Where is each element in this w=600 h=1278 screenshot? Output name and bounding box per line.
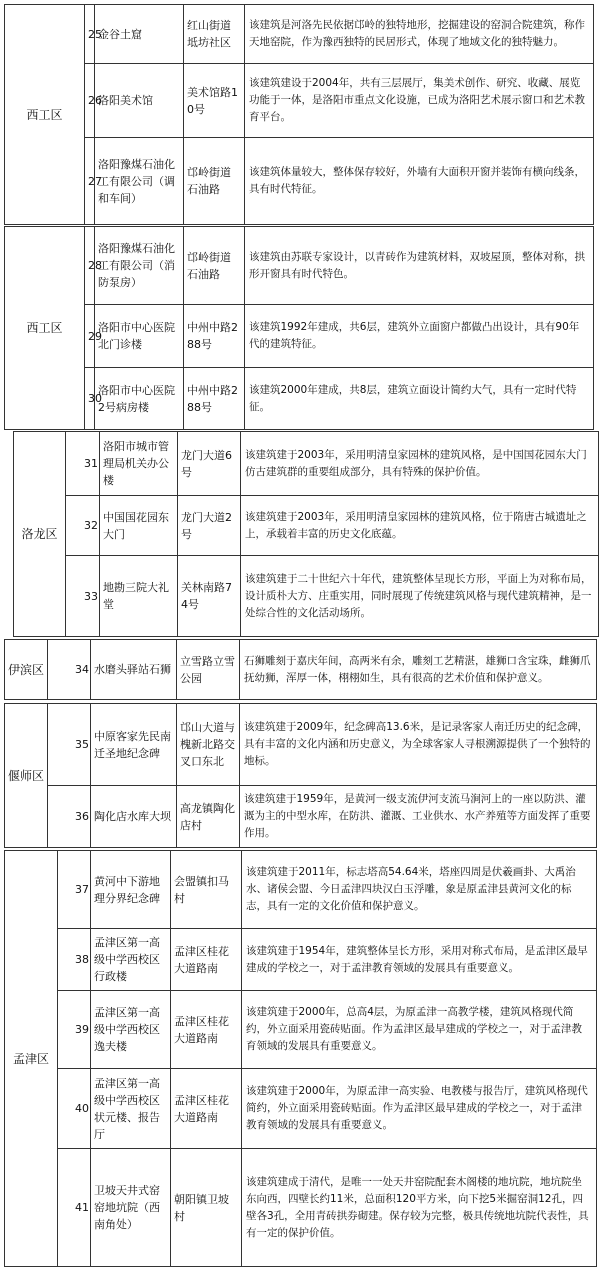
building-name: 洛阳美术馆 [95,64,184,138]
table-row [5,64,594,138]
table-segment-mengjin [4,850,597,1267]
row-number: 32 [66,496,100,556]
district-cell: 西工区 [5,5,85,225]
building-description: 该建筑建于2003年，采用明清皇家园林的建筑风格，是中国国花园东大门仿古建筑群的重要组成部分，具有特殊的保护价值。 [241,432,599,496]
table-row [14,432,599,496]
table-row [5,227,594,305]
building-name: 金谷土窟 [95,5,184,64]
row-number: 28 [85,227,95,305]
table-row [5,851,597,929]
building-address: 红山街道坻坊社区 [184,5,245,64]
table-row [5,305,594,368]
building-name: 陶化店水库大坝 [91,786,177,848]
building-description: 该建筑体量较大，整体保存较好，外墙有大面积开窗并装饰有横向线条，具有时代特征。 [245,138,594,225]
building-description: 该建筑由苏联专家设计，以青砖作为建筑材料，双坡屋顶，整体对称，拱形开窗具有时代特色。 [245,227,594,305]
building-name: 中原客家先民南迁圣地纪念碑 [91,704,177,786]
table-row [5,786,597,848]
building-name: 洛阳市中心医院北门诊楼 [95,305,184,368]
building-name: 洛阳豫煤石油化工有限公司（调和车间） [95,138,184,225]
building-address: 会盟镇扣马村 [171,851,242,929]
district-cell: 伊滨区 [5,640,48,700]
table-segment-luolong [13,431,599,637]
row-number: 27 [85,138,95,225]
table-row [5,991,597,1069]
table-row [5,704,597,786]
district-cell: 西工区 [5,227,85,430]
building-description: 该建筑建于二十世纪六十年代，建筑整体呈现长方形，平面上为对称布局，设计质朴大方、庄重实用，同时展现了传统建筑风格与现代建筑精神，是一处综合性的文化活动场所。 [241,556,599,637]
row-number: 31 [66,432,100,496]
table-row [14,496,599,556]
building-name: 卫坡天井式窑窑地坑院（西南角处） [91,1149,171,1267]
row-number: 29 [85,305,95,368]
building-description: 该建筑1992年建成，共6层，建筑外立面窗户都做凸出设计，具有90年代的建筑特征。 [245,305,594,368]
building-description: 该建筑建于1959年，是黄河一级支流伊河支流马涧河上的一座以防洪、灌溉为主的中型水库，在防洪、灌溉、工业供水、水产养殖等方面发挥了重要作用。 [240,786,597,848]
building-address: 龙门大道6号 [178,432,241,496]
building-description: 石狮雕刻于嘉庆年间，高两米有余，雕刻工艺精湛，雄狮口含宝珠，雌狮爪抚幼狮，浑厚一体，栩栩如生，具有很高的艺术价值和保护意义。 [240,640,597,700]
building-address: 孟津区桂花大道路南 [171,991,242,1069]
building-description: 该建筑是河洛先民依据邙岭的独特地形，挖掘建设的窑洞合院建筑，称作天地窑院，作为豫西独特的民居形式，体现了地域文化的独特魅力。 [245,5,594,64]
building-description: 该建筑2000年建成，共8层，建筑立面设计简约大气，具有一定时代特征。 [245,368,594,430]
building-name: 孟津区第一高级中学西校区状元楼、报告厅 [91,1069,171,1149]
building-address: 孟津区桂花大道路南 [171,929,242,991]
building-name: 洛阳市城市管理局机关办公楼 [100,432,178,496]
table-segment-xigong-1 [4,4,594,225]
table-row [14,556,599,637]
building-address: 孟津区桂花大道路南 [171,1069,242,1149]
building-address: 中州中路288号 [184,305,245,368]
row-number: 41 [58,1149,91,1267]
table-row [5,138,594,225]
table-row [5,929,597,991]
row-number: 34 [48,640,91,700]
building-address: 中州中路288号 [184,368,245,430]
table-row [5,1149,597,1267]
building-name: 中国国花园东大门 [100,496,178,556]
building-address: 关林南路74号 [178,556,241,637]
row-number: 33 [66,556,100,637]
building-name: 黄河中下游地理分界纪念碑 [91,851,171,929]
building-description: 该建筑建于2003年，采用明清皇家园林的建筑风格，位于隋唐古城遗址之上，承载着丰富的历史文化底蕴。 [241,496,599,556]
building-description: 该建筑建于2009年，纪念碑高13.6米，是记录客家人南迁历史的纪念碑，具有丰富的文化内涵和历史意义，为全球客家人寻根溯源提供了一个独特的地标。 [240,704,597,786]
building-name: 水磨头驿站石狮 [91,640,177,700]
table-segment-yanshi [4,703,597,848]
table-row [5,5,594,64]
building-name: 孟津区第一高级中学西校区行政楼 [91,929,171,991]
district-cell: 洛龙区 [14,432,66,637]
row-number: 40 [58,1069,91,1149]
row-number: 38 [58,929,91,991]
building-description: 该建筑建于2000年，为原孟津一高实验、电教楼与报告厅，建筑风格现代简约，外立面采用瓷砖贴面。作为孟津区最早建成的学校之一，对于孟津教育领域的发展具有重要意义。 [242,1069,597,1149]
row-number: 37 [58,851,91,929]
building-address: 邙岭街道石油路 [184,227,245,305]
table-segment-xigong-2 [4,226,594,430]
building-description: 该建筑建成于清代，是唯一一处天井窑院配套木阁楼的地坑院，地坑院坐东向西，四壁长约11米，总面积120平方米，向下挖5米掘窑洞12孔，四壁各3孔，全用青砖拱券砌建。保存较为完整，极具传统地坑院代表性，具有一定的保护价值。 [242,1149,597,1267]
building-address: 美术馆路10号 [184,64,245,138]
building-address: 高龙镇陶化店村 [177,786,240,848]
building-address: 邙岭街道石油路 [184,138,245,225]
row-number: 36 [48,786,91,848]
building-name: 地勘三院大礼堂 [100,556,178,637]
table-row [5,640,597,700]
row-number: 39 [58,991,91,1069]
building-name: 洛阳豫煤石油化工有限公司（消防泵房） [95,227,184,305]
building-address: 邙山大道与槐新北路交叉口东北 [177,704,240,786]
row-number: 35 [48,704,91,786]
row-number: 26 [85,64,95,138]
building-name: 洛阳市中心医院2号病房楼 [95,368,184,430]
building-name: 孟津区第一高级中学西校区逸夫楼 [91,991,171,1069]
building-description: 该建筑建设于2004年，共有三层展厅，集美术创作、研究、收藏、展览功能于一体，是洛阳市重点文化设施，已成为洛阳艺术展示窗口和艺术教育平台。 [245,64,594,138]
row-number: 30 [85,368,95,430]
district-cell: 孟津区 [5,851,58,1267]
building-address: 立雪路立雪公园 [177,640,240,700]
building-address: 朝阳镇卫坡村 [171,1149,242,1267]
district-cell: 偃师区 [5,704,48,848]
table-row [5,1069,597,1149]
row-number: 25 [85,5,95,64]
building-description: 该建筑建于2011年，标志塔高54.64米，塔座四周是伏羲画卦、大禹治水、诸侯会盟、今日孟津四块汉白玉浮雕，象是原孟津县黄河文化的标志，具有一定的文化价值和保护意义。 [242,851,597,929]
table-segment-yibin [4,639,597,700]
building-description: 该建筑建于2000年，总高4层，为原孟津一高教学楼，建筑风格现代简约，外立面采用瓷砖贴面。作为孟津区最早建成的学校之一，对于孟津教育领域的发展具有重要意义。 [242,991,597,1069]
table-row [5,368,594,430]
building-description: 该建筑建于1954年，建筑整体呈长方形，采用对称式布局，是孟津区最早建成的学校之一，对于孟津教育领域的发展具有重要意义。 [242,929,597,991]
building-address: 龙门大道2号 [178,496,241,556]
